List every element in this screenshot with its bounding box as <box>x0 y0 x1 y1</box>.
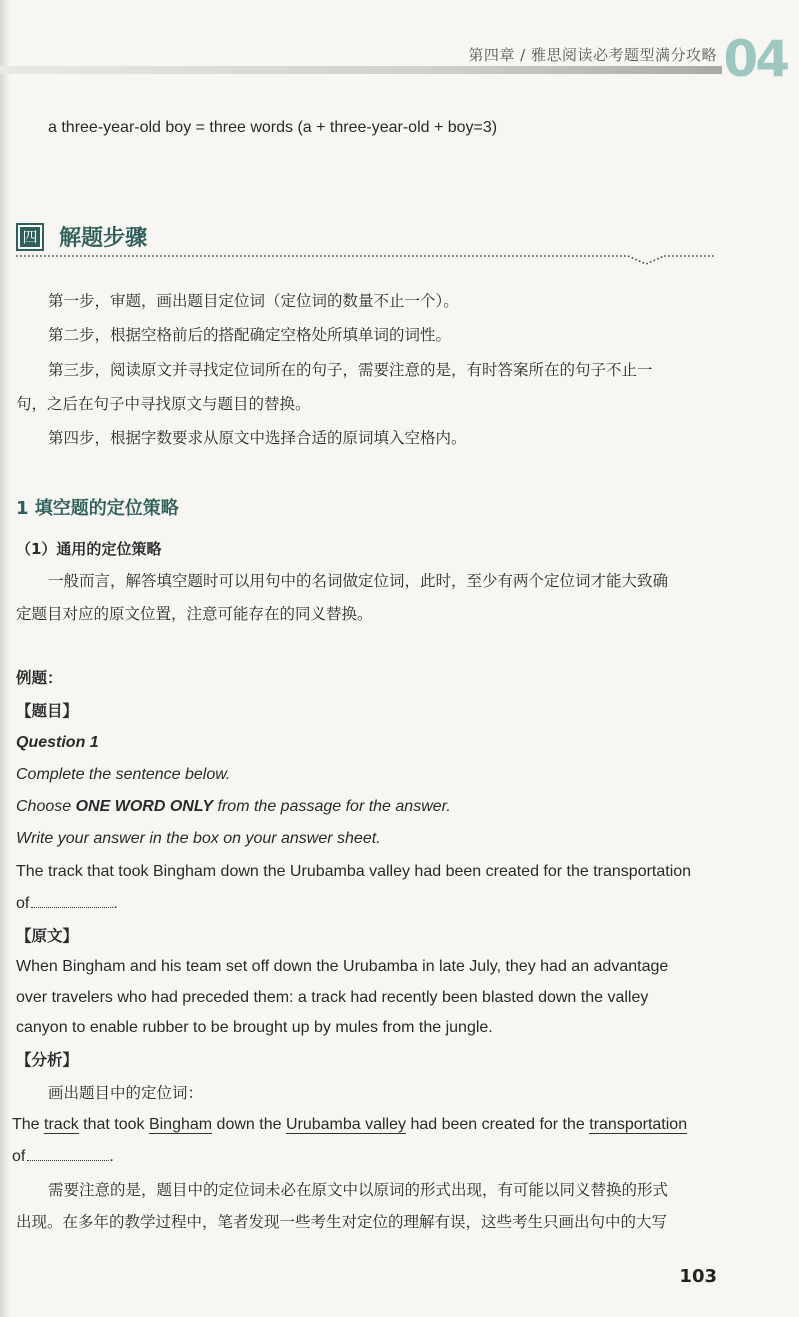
book-spine-shadow <box>0 0 10 1317</box>
ul-text-4: had been created for the <box>406 1116 590 1133</box>
page-number: 103 <box>679 1266 717 1287</box>
instruction-2-pre: Choose <box>16 798 76 815</box>
source-line-2: over travelers who had preceded them: a track had recently been blasted down the valley <box>16 989 649 1006</box>
step-3-line-1: 第三步，阅读原文并寻找定位词所在的句子，需要注意的是，有时答案所在的句子不止一 <box>48 361 653 379</box>
note-line-1: 需要注意的是，题目中的定位词未必在原文中以原词的形式出现，有可能以同义替换的形式 <box>48 1181 669 1199</box>
step-2: 第二步，根据空格前后的搭配确定空格处所填单词的词性。 <box>48 326 452 344</box>
instruction-2-bold: ONE WORD ONLY <box>75 798 214 815</box>
header-rule <box>0 66 722 74</box>
chapter-number: 04 <box>723 30 787 88</box>
source-label: 【原文】 <box>16 927 79 945</box>
running-title: 第四章 / 雅思阅读必考题型满分攻略 <box>468 46 717 64</box>
step-1: 第一步，审题，画出题目定位词（定位词的数量不止一个）。 <box>48 292 459 310</box>
instruction-2-post: from the passage for the answer. <box>213 798 451 815</box>
analysis-sentence-end: . <box>109 1148 114 1165</box>
sub-subsection-title: （1）通用的定位策略 <box>16 540 162 558</box>
instruction-2 <box>16 796 451 818</box>
section-heading <box>16 221 147 252</box>
question-sentence-end: . <box>113 895 118 912</box>
step-4: 第四步，根据字数要求从原文中选择合适的原词填入空格内。 <box>48 429 467 447</box>
step-3-line-2: 句，之后在句子中寻找原文与题目的替换。 <box>16 395 311 413</box>
source-line-3: canyon to enable rubber to be brought up by mules from the jungle. <box>16 1019 493 1036</box>
section-badge: 四 <box>16 223 44 251</box>
section-title: 解题步骤 <box>59 226 148 251</box>
note-line-2: 出现。在多年的教学过程中，笔者发现一些考生对定位的理解有误，这些考生只画出句中的大写 <box>16 1213 668 1231</box>
ul-text-2: that took <box>78 1116 149 1133</box>
instruction-1: Complete the sentence below. <box>16 766 231 783</box>
ul-text-1: The <box>12 1116 45 1133</box>
keyword-track: track <box>44 1116 79 1133</box>
strategy-para-line-2: 定题目对应的原文位置，注意可能存在的同义替换。 <box>16 605 373 623</box>
keyword-transportation: transportation <box>589 1116 688 1133</box>
intro-line: a three-year-old boy = three words (a + three-year-old + boy=3) <box>48 119 498 136</box>
question-sentence-line-2 <box>16 893 118 915</box>
question-label: 【题目】 <box>16 702 79 720</box>
ul-text-3: down the <box>212 1116 286 1133</box>
analysis-label: 【分析】 <box>16 1051 79 1069</box>
dotted-divider <box>16 252 716 266</box>
question-title: Question 1 <box>16 734 99 751</box>
question-sentence-of: of <box>16 895 30 912</box>
source-line-1: When Bingham and his team set off down the Urubamba in late July, they had an advantage <box>16 958 669 975</box>
question-sentence-line-1: The track that took Bingham down the Urubamba valley had been created for the transportation <box>16 863 692 880</box>
analysis-answer-blank <box>27 1148 109 1161</box>
keyword-bingham: Bingham <box>148 1116 213 1133</box>
strategy-para-line-1: 一般而言，解答填空题时可以用句中的名词做定位词，此时，至少有两个定位词才能大致确 <box>48 572 669 590</box>
subsection-title: 1 填空题的定位策略 <box>16 498 179 519</box>
example-label: 例题： <box>16 669 63 687</box>
instruction-3: Write your answer in the box on your answer sheet. <box>16 830 381 847</box>
underlined-sentence-line-1 <box>12 1114 687 1136</box>
analysis-intro: 画出题目中的定位词： <box>48 1084 204 1102</box>
keyword-urubamba-valley: Urubamba valley <box>285 1116 406 1133</box>
analysis-sentence-of: of <box>12 1148 26 1165</box>
underlined-sentence-line-2 <box>12 1146 114 1168</box>
answer-blank <box>31 895 113 908</box>
